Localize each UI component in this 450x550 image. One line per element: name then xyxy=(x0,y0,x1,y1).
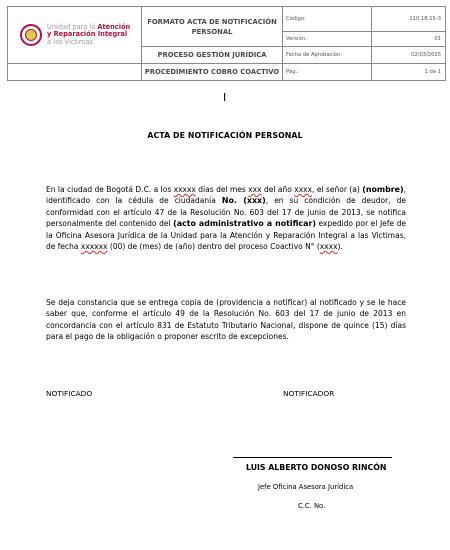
signer-title: Jefe Oficina Asesora Jurídica xyxy=(258,483,354,491)
meta-value-approval-date: 02/03/2015 xyxy=(372,47,446,64)
procedure-title: PROCEDIMIENTO COBRO COACTIVO xyxy=(142,64,283,81)
meta-value-page: 1 de 1 xyxy=(372,64,446,81)
coat-of-arms-icon xyxy=(20,24,42,46)
notifier-label: NOTIFICADOR xyxy=(283,389,335,398)
meta-value-code: 110.18.15-3 xyxy=(372,7,446,32)
signature-line xyxy=(233,457,392,458)
signer-id-number: C.C. No. xyxy=(298,502,326,510)
meta-value-version: 01 xyxy=(372,32,446,47)
logo-cell-bottom xyxy=(8,64,142,81)
notification-paragraph[interactable]: En la ciudad de Bogotá D.C. a los xxxxx días del mes xxx del año xxxx, el señor (a) (nombre), identificado con la cédula de ciudadanía No. (xxx), en su condición de deudor, de conformidad con el artículo 47 de la Resolución No. 603 del 17 de junio de 2013, se notifica personalmente del contenido del (acto administrativo a notificar) expedido por el Jefe de la Oficina Asesora Jurídica de la Unidad para la Atención y Reparación Integral a las Victimas, de fecha xxxxxx (00) de (mes) de (año) dentro del proceso Coactivo N° (xxxx). xyxy=(46,185,407,252)
unidad-victimas-logo xyxy=(8,24,141,46)
document-title: ACTA DE NOTIFICACIÓN PERSONAL xyxy=(147,131,303,140)
text-cursor: I xyxy=(223,91,227,104)
process-title: PROCESO GESTIÓN JURÍDICA xyxy=(142,47,283,64)
logo-text: Unidad para la Atención y Reparación Integral a las Víctimas xyxy=(47,23,131,46)
notified-label: NOTIFICADO xyxy=(46,389,93,398)
meta-label-approval-date: Fecha de Aprobación: xyxy=(283,47,372,64)
delivery-record-paragraph[interactable]: Se deja constancia que se entrega copia de (providencia a notificar) al notificado y se le hace saber que, conforme el artículo 49 de la Resolución No. 603 del 17 de junio de 2013 en concordancia con el artículo 831 de Estatuto Tributario Nacional, dispone de quince (15) días para el pago de la obligación o proponer escrito de excepciones. xyxy=(46,298,406,342)
meta-label-version: Versión: xyxy=(283,32,372,47)
meta-label-code: Código: xyxy=(283,7,372,32)
document-header-table xyxy=(7,6,446,81)
meta-label-page: Pág.: xyxy=(283,64,372,81)
logo-cell xyxy=(8,7,142,64)
signer-name: LUIS ALBERTO DONOSO RINCÓN xyxy=(246,463,387,472)
format-title: FORMATO ACTA DE NOTIFICACIÓN PERSONAL xyxy=(142,7,283,47)
